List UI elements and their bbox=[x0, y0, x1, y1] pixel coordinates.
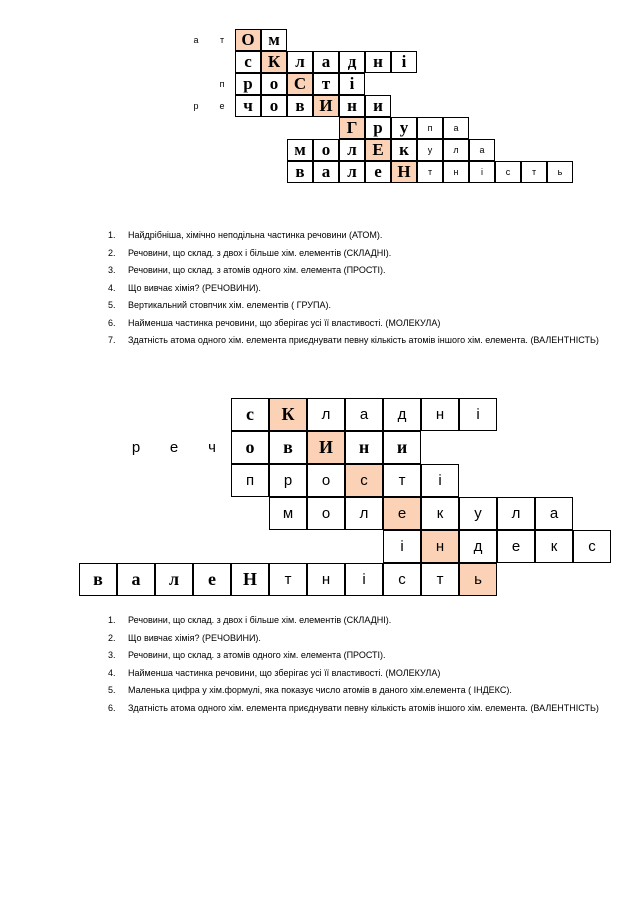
clue-text: Речовини, що склад. з двох і більше хім. елементів (СКЛАДНІ). bbox=[128, 247, 392, 258]
clue-number: 2. bbox=[108, 632, 116, 643]
crossword-1-cell: т bbox=[417, 161, 443, 183]
crossword-1-cell: н bbox=[365, 51, 391, 73]
crossword-1-cell: л bbox=[287, 51, 313, 73]
crossword-1-cell: а bbox=[313, 51, 339, 73]
crossword-1-cell: е bbox=[365, 161, 391, 183]
clue-item bbox=[108, 227, 608, 245]
clue-item bbox=[108, 612, 608, 630]
clue-text: Здатність атома одного хім. елемента приєднувати певну кількість атомів іншого хім. елемента. (ВАЛЕНТНІСТЬ) bbox=[128, 702, 599, 713]
crossword-1-cell: ч bbox=[235, 95, 261, 117]
clue-item bbox=[108, 700, 608, 718]
crossword-1-cell: п bbox=[417, 117, 443, 139]
crossword-2-cell: т bbox=[383, 464, 421, 497]
crossword-2-cell: т bbox=[421, 563, 459, 596]
crossword-1-cell: к bbox=[391, 139, 417, 161]
crossword-2-cell: л bbox=[497, 497, 535, 530]
crossword-1-cell: п bbox=[219, 79, 225, 89]
crossword-2-cell: е bbox=[169, 439, 179, 456]
crossword-2-cell: к bbox=[535, 530, 573, 563]
crossword-2-cell: а bbox=[117, 563, 155, 596]
crossword-2-cell: і bbox=[459, 398, 497, 431]
crossword-2-cell: т bbox=[269, 563, 307, 596]
clues-list-2 bbox=[108, 612, 608, 717]
clue-number: 4. bbox=[108, 667, 116, 678]
crossword-2-cell: н bbox=[421, 398, 459, 431]
crossword-1-cell: л bbox=[443, 139, 469, 161]
crossword-2-cell: е bbox=[383, 497, 421, 530]
crossword-1-cell: а bbox=[313, 161, 339, 183]
clue-text: Речовини, що склад. з двох і більше хім. елементів (СКЛАДНІ). bbox=[128, 615, 392, 625]
crossword-1-cell: л bbox=[339, 139, 365, 161]
clue-text: Що вивчає хімія? (РЕЧОВИНИ). bbox=[128, 632, 261, 643]
crossword-1-cell: о bbox=[261, 95, 287, 117]
clues-list-1 bbox=[108, 227, 608, 350]
crossword-1-cell: с bbox=[495, 161, 521, 183]
crossword-2-cell: И bbox=[307, 431, 345, 464]
crossword-2-cell: и bbox=[383, 431, 421, 464]
crossword-1-cell: о bbox=[261, 73, 287, 95]
crossword-1-cell: С bbox=[287, 73, 313, 95]
crossword-1-cell: а bbox=[469, 139, 495, 161]
clue-number: 3. bbox=[108, 265, 116, 275]
clue-number: 2. bbox=[108, 247, 116, 258]
clue-item bbox=[108, 682, 608, 700]
crossword-2-cell: в bbox=[269, 431, 307, 464]
clue-number: 5. bbox=[108, 685, 116, 695]
crossword-1-cell: ь bbox=[547, 161, 573, 183]
crossword-1-cell: р bbox=[365, 117, 391, 139]
crossword-2-cell: і bbox=[421, 464, 459, 497]
crossword-1-cell: т bbox=[521, 161, 547, 183]
clue-text: Речовини, що склад. з атомів одного хім. елемента (ПРОСТІ). bbox=[128, 650, 386, 660]
crossword-1-cell: м bbox=[261, 29, 287, 51]
crossword-1-cell: т bbox=[313, 73, 339, 95]
crossword-1-cell: Г bbox=[339, 117, 365, 139]
crossword-2-cell: п bbox=[231, 464, 269, 497]
clue-number: 1. bbox=[108, 615, 116, 625]
crossword-2-cell: р bbox=[131, 439, 141, 456]
crossword-2-cell: с bbox=[345, 464, 383, 497]
crossword-2-cell: К bbox=[269, 398, 307, 431]
crossword-1-cell: с bbox=[235, 51, 261, 73]
clue-text: Що вивчає хімія? (РЕЧОВИНИ). bbox=[128, 282, 261, 293]
crossword-1-cell: о bbox=[313, 139, 339, 161]
crossword-1-cell: а bbox=[443, 117, 469, 139]
crossword-2-cell: н bbox=[345, 431, 383, 464]
crossword-1-cell: О bbox=[235, 29, 261, 51]
crossword-1-cell: р bbox=[235, 73, 261, 95]
crossword-2-cell: е bbox=[497, 530, 535, 563]
clue-item bbox=[108, 665, 608, 683]
crossword-2-cell: у bbox=[459, 497, 497, 530]
crossword-1-cell: и bbox=[365, 95, 391, 117]
crossword-2-cell: в bbox=[79, 563, 117, 596]
clue-item bbox=[108, 647, 608, 665]
crossword-1-cell: у bbox=[417, 139, 443, 161]
crossword-2-cell: л bbox=[307, 398, 345, 431]
crossword-2-cell: Н bbox=[231, 563, 269, 596]
crossword-2-cell: н bbox=[307, 563, 345, 596]
crossword-1-cell: в bbox=[287, 161, 313, 183]
clue-number: 7. bbox=[108, 335, 116, 345]
clue-text: Найдрібніша, хімічно неподільна частинка речовини (АТОМ). bbox=[128, 230, 383, 240]
clue-text: Найменша частинка речовини, що зберігає усі її властивості. (МОЛЕКУЛА) bbox=[128, 317, 441, 328]
clue-item bbox=[108, 262, 608, 280]
crossword-2-cell: с bbox=[231, 398, 269, 431]
crossword-2-cell: о bbox=[307, 464, 345, 497]
crossword-1-cell: н bbox=[339, 95, 365, 117]
clue-item bbox=[108, 280, 608, 298]
crossword-1-cell: Е bbox=[365, 139, 391, 161]
clue-text: Маленька цифра у хім.формулі, яка показує число атомів в даного хім.елемента ( ІНДЕКС). bbox=[128, 685, 512, 695]
clue-text: Найменша частинка речовини, що зберігає усі її властивості. (МОЛЕКУЛА) bbox=[128, 667, 441, 678]
crossword-1-cell: т bbox=[219, 35, 225, 45]
crossword-2-cell: м bbox=[269, 497, 307, 530]
crossword-1-cell: К bbox=[261, 51, 287, 73]
clue-text: Здатність атома одного хім. елемента приєднувати певну кількість атомів іншого хім. елемента. (ВАЛЕНТНІСТЬ) bbox=[128, 335, 599, 345]
crossword-2-cell: а bbox=[345, 398, 383, 431]
crossword-1-cell: і bbox=[469, 161, 495, 183]
clue-item bbox=[108, 245, 608, 263]
clue-number: 3. bbox=[108, 650, 116, 660]
clue-number: 4. bbox=[108, 282, 116, 293]
crossword-2-cell: р bbox=[269, 464, 307, 497]
crossword-2-cell: ь bbox=[459, 563, 497, 596]
clue-item bbox=[108, 297, 608, 315]
crossword-2-cell: о bbox=[231, 431, 269, 464]
clue-item bbox=[108, 315, 608, 333]
crossword-1-cell: у bbox=[391, 117, 417, 139]
clue-number: 5. bbox=[108, 300, 116, 310]
crossword-1-cell: і bbox=[391, 51, 417, 73]
crossword-1-cell: н bbox=[443, 161, 469, 183]
crossword-2-cell: д bbox=[383, 398, 421, 431]
crossword-2-cell: а bbox=[535, 497, 573, 530]
crossword-1-cell: е bbox=[219, 101, 225, 111]
crossword-2-cell: с bbox=[573, 530, 611, 563]
crossword-1-cell: р bbox=[193, 101, 199, 111]
crossword-1-cell: И bbox=[313, 95, 339, 117]
crossword-2-cell: л bbox=[345, 497, 383, 530]
crossword-2-cell: с bbox=[383, 563, 421, 596]
crossword-2-cell: і bbox=[383, 530, 421, 563]
crossword-2-cell: і bbox=[345, 563, 383, 596]
crossword-1-cell: м bbox=[287, 139, 313, 161]
clue-text: Вертикальний стовпчик хім. елементів ( ГРУПА). bbox=[128, 300, 331, 310]
crossword-2-cell: л bbox=[155, 563, 193, 596]
crossword-2-cell: е bbox=[193, 563, 231, 596]
crossword-2-cell: н bbox=[421, 530, 459, 563]
crossword-2-cell: д bbox=[459, 530, 497, 563]
crossword-2-cell: о bbox=[307, 497, 345, 530]
crossword-1-cell: в bbox=[287, 95, 313, 117]
crossword-2-cell: ч bbox=[208, 439, 216, 456]
crossword-1-cell: і bbox=[339, 73, 365, 95]
crossword-1-cell: д bbox=[339, 51, 365, 73]
clue-item bbox=[108, 630, 608, 648]
crossword-1-cell: а bbox=[193, 35, 199, 45]
crossword-1-cell: Н bbox=[391, 161, 417, 183]
clue-number: 1. bbox=[108, 230, 116, 240]
clue-number: 6. bbox=[108, 702, 116, 713]
clue-number: 6. bbox=[108, 317, 116, 328]
clue-text: Речовини, що склад. з атомів одного хім. елемента (ПРОСТІ). bbox=[128, 265, 386, 275]
clue-item bbox=[108, 332, 608, 350]
crossword-2-cell: к bbox=[421, 497, 459, 530]
crossword-1-cell: л bbox=[339, 161, 365, 183]
